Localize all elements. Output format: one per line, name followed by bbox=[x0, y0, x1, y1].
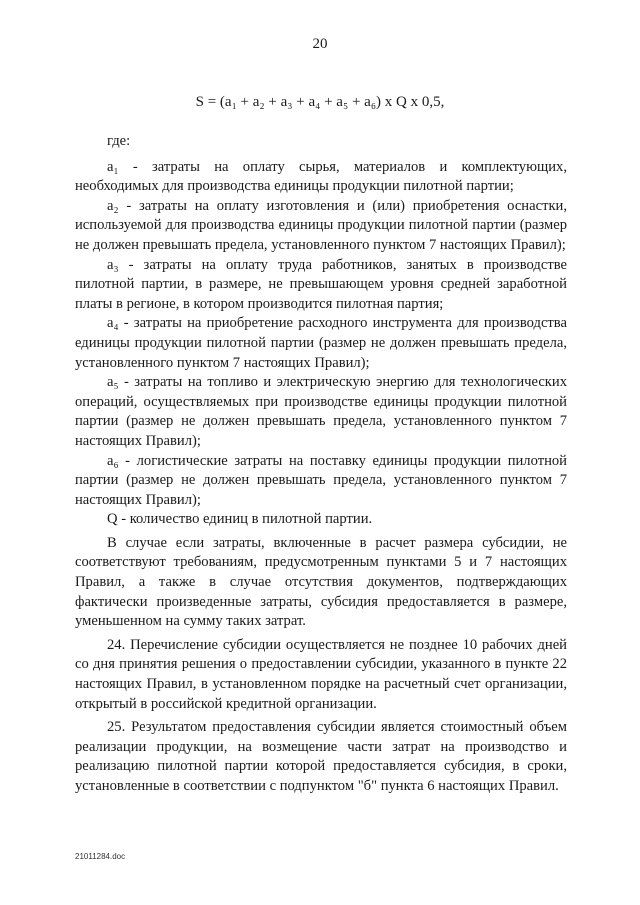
definition-text: - затраты на оплату труда работников, занятых в производстве пилотной партии, в размере, не превышающем уровня средней заработной платы в регионе, в котором производится пилотная партия; bbox=[75, 256, 567, 312]
variable-symbol: Q bbox=[107, 511, 118, 528]
definition-a3 bbox=[75, 256, 567, 315]
definition-text: - затраты на оплату сырья, материалов и комплектующих, необходимых для производства единицы продукции пилотной партии; bbox=[75, 158, 567, 195]
definition-a5 bbox=[75, 373, 567, 451]
definition-a4 bbox=[75, 314, 567, 373]
page-number: 20 bbox=[312, 36, 328, 52]
paragraph-24: 24. Перечисление субсидии осуществляется не позднее 10 рабочих дней со дня принятия решения о предоставлении субсидии, указанного в пункте 22 настоящих Правил, в установленном порядке на расчетный счет организации, открытый в российской кредитной организации. bbox=[75, 636, 567, 712]
definition-text: - логистические затраты на поставку единицы продукции пилотной партии (размер не должен превышать предела, установленного пунктом 7 настоящих Правил); bbox=[75, 452, 567, 508]
where-label: где: bbox=[107, 133, 131, 149]
footer-filename: 21011284.doc bbox=[75, 852, 126, 861]
variable-symbol: a₂ bbox=[107, 197, 119, 214]
definition-text: - затраты на топливо и электрическую энергию для технологических операций, осуществляемых при производстве единицы продукции пилотной партии (размер не должен превышать предела, установленного пунктом 7 настоящих Правил); bbox=[75, 374, 567, 449]
variable-symbol: a₅ bbox=[107, 374, 119, 391]
definition-q bbox=[75, 510, 567, 530]
document-body bbox=[75, 132, 567, 797]
definition-a6 bbox=[75, 452, 567, 511]
definition-a2 bbox=[75, 197, 567, 256]
definition-text: - затраты на приобретение расходного инструмента для производства единицы продукции пилотной партии (размер не должен превышать предела, установленного пунктом 7 настоящих Правил); bbox=[75, 315, 567, 371]
variable-symbol: a₃ bbox=[107, 256, 119, 273]
definition-a1 bbox=[75, 158, 567, 197]
definition-text: - затраты на оплату изготовления и (или) приобретения оснастки, используемой для производства единицы продукции пилотной партии (размер не должен превышать предела, установленного пунктом 7 настоящих Правил); bbox=[75, 197, 567, 253]
paragraph-costs-mismatch: В случае если затраты, включенные в расчет размера субсидии, не соответствуют требованиям, предусмотренным пунктами 5 и 7 настоящих Правил, а также в случае отсутствия документов, подтверждающих фактически произведенные затраты, субсидия предоставляется в размере, уменьшенном на сумму таких затрат. bbox=[75, 534, 567, 630]
variable-symbol: a₄ bbox=[107, 315, 119, 332]
variable-symbol: a₁ bbox=[107, 158, 119, 175]
subsidy-formula: S = (a₁ + a₂ + a₃ + a₄ + a₅ + a₆) x Q x 0,5, bbox=[195, 94, 445, 110]
definition-text: - количество единиц в пилотной партии. bbox=[117, 511, 373, 528]
paragraph-25: 25. Результатом предоставления субсидии является стоимостный объем реализации продукции, на возмещение части затрат на производство и реализацию пилотной партии которой предоставляется субсидия, в сроки, установленные в соответствии с подпунктом "б" пункта 6 настоящих Правил. bbox=[75, 719, 567, 794]
variable-symbol: a₆ bbox=[107, 452, 119, 469]
